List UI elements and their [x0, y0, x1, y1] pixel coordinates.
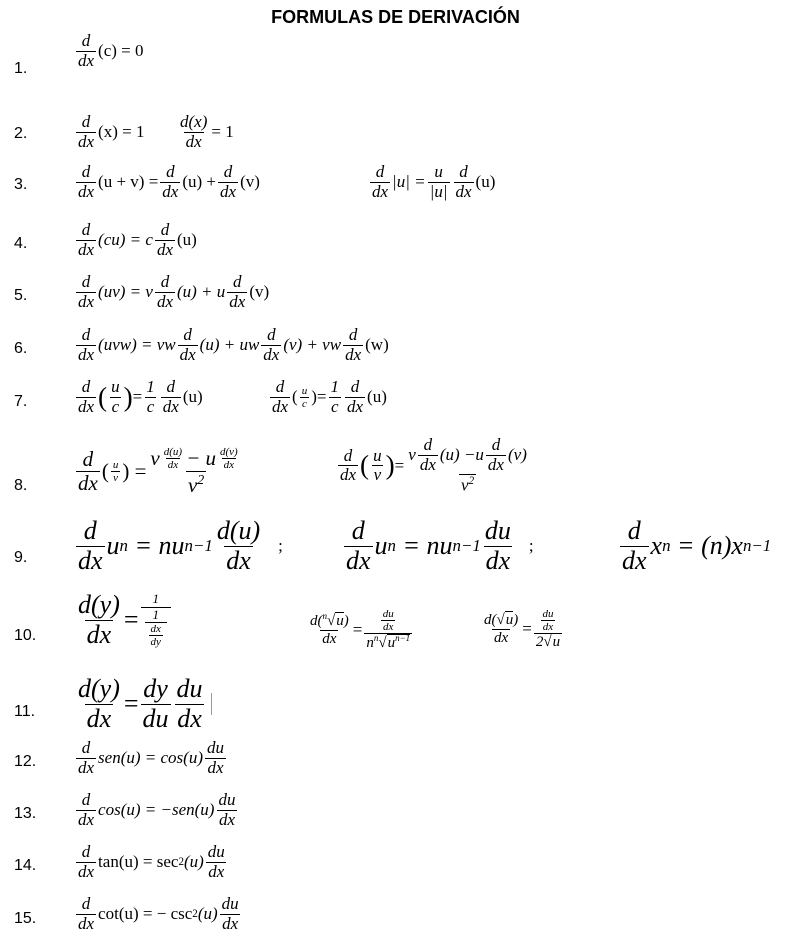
formula-2a: $\frac{d}{dx}$ (x) = 1	[78, 112, 145, 151]
formula-8a: $\frac{d}{dx}$ ( $\frac{u}{v}$ ) = v $\frac{d(u)}{dx}$ − u $\frac{d(v)}{dx}$ $v^2$	[78, 446, 238, 498]
formula-4: $\frac{d}{dx}$ (cu) = c $\frac{d}{dx}$ (u)	[78, 220, 197, 259]
formula-9b: $\frac{d}{dx}$ u n = nu n−1 $\frac{du}{dx}$ ;	[346, 516, 534, 575]
formula-number: 5.	[14, 287, 28, 304]
formula-number: 15.	[14, 910, 37, 927]
formula-9a: $\frac{d}{dx}$ u n = nu n−1 $\frac{d(u)}{dx}$ ;	[78, 516, 283, 575]
formula-15: $\frac{d}{dx}$ cot(u) = − csc 2 (u) $\frac{du}{dx}$	[78, 894, 239, 933]
formula-8b: $\frac{d}{dx}$ ( $\frac{u}{v}$ ) = v $\frac{d}{dx}$ ( u ) − u $\frac{d}{dx}$ ( v ) $v^2$	[340, 435, 527, 496]
formula-number: 2.	[14, 125, 28, 142]
formula-9c: $\frac{d}{dx}$ x n = (n)x n−1	[622, 516, 772, 575]
formula-number: 8.	[14, 477, 28, 494]
formula-7b: $\frac{d}{dx}$ ( $\frac{u}{c}$ ) = $\frac{1}{c}$ $\frac{d}{dx}$ (u)	[272, 377, 387, 416]
formula-number: 10.	[14, 627, 37, 644]
formula-number: 14.	[14, 857, 37, 874]
formula-number: 13.	[14, 805, 37, 822]
page-title: FORMULAS DE DERIVACIÓN	[271, 7, 520, 27]
formula-2b: $\frac{d(x)}{dx}$ = 1	[180, 112, 234, 151]
formula-number: 9.	[14, 549, 28, 566]
formula-12: $\frac{d}{dx}$ sen(u) = cos(u) $\frac{du}{dx}$	[78, 738, 224, 777]
formula-number: 1.	[14, 60, 28, 77]
formula-6: $\frac{d}{dx}$ (uvw) = vw $\frac{d}{dx}$ (u) + uw $\frac{d}{dx}$ (v) + vw $\frac{d}{dx}$ (w)	[78, 325, 389, 364]
formula-7a: $\frac{d}{dx}$ ( $\frac{u}{c}$ ) = $\frac{1}{c}$ $\frac{d}{dx}$ (u)	[78, 377, 203, 416]
formula-3b: $\frac{d}{dx}$ |u| = $\frac{u}{|u|}$ $\frac{d}{dx}$ (u)	[372, 162, 496, 201]
formula-10b: $\frac{d(^n√u)}{dx}$ = $\frac{\frac{du}{dx}}{n^n√u^{n-1}}$	[310, 608, 411, 652]
formula-number: 7.	[14, 393, 28, 410]
formula-3a: $\frac{d}{dx}$ (u + v) = $\frac{d}{dx}$ (u) + $\frac{d}{dx}$ (v)	[78, 162, 260, 201]
formula-10c: $\frac{d(√u)}{dx}$ = $\frac{\frac{du}{dx}}{2√u}$	[484, 608, 561, 651]
text-cursor	[211, 693, 212, 715]
formula-11: $\frac{d(y)}{dx}$ = $\frac{dy}{du}$ $\frac{du}{dx}$	[74, 675, 212, 733]
formula-1: $\frac{d}{dx}$ (c) = 0	[78, 31, 144, 70]
formula-number: 11.	[14, 703, 36, 720]
formula-5: $\frac{d}{dx}$ (uv) = v $\frac{d}{dx}$ (u) + u $\frac{d}{dx}$ (v)	[78, 272, 270, 311]
formula-number: 3.	[14, 176, 28, 193]
formula-14: $\frac{d}{dx}$ tan(u) = sec 2 (u) $\frac{du}{dx}$	[78, 842, 225, 881]
formula-number: 4.	[14, 235, 28, 252]
formula-number: 6.	[14, 340, 28, 357]
formula-13: $\frac{d}{dx}$ cos(u) = −sen(u) $\frac{du}{dx}$	[78, 790, 236, 829]
formula-number: 12.	[14, 753, 37, 770]
formula-10a: $\frac{d(y)}{dx}$ = $\frac{1}{\frac{1}{\frac{dx}{dy}}}$	[74, 591, 173, 649]
